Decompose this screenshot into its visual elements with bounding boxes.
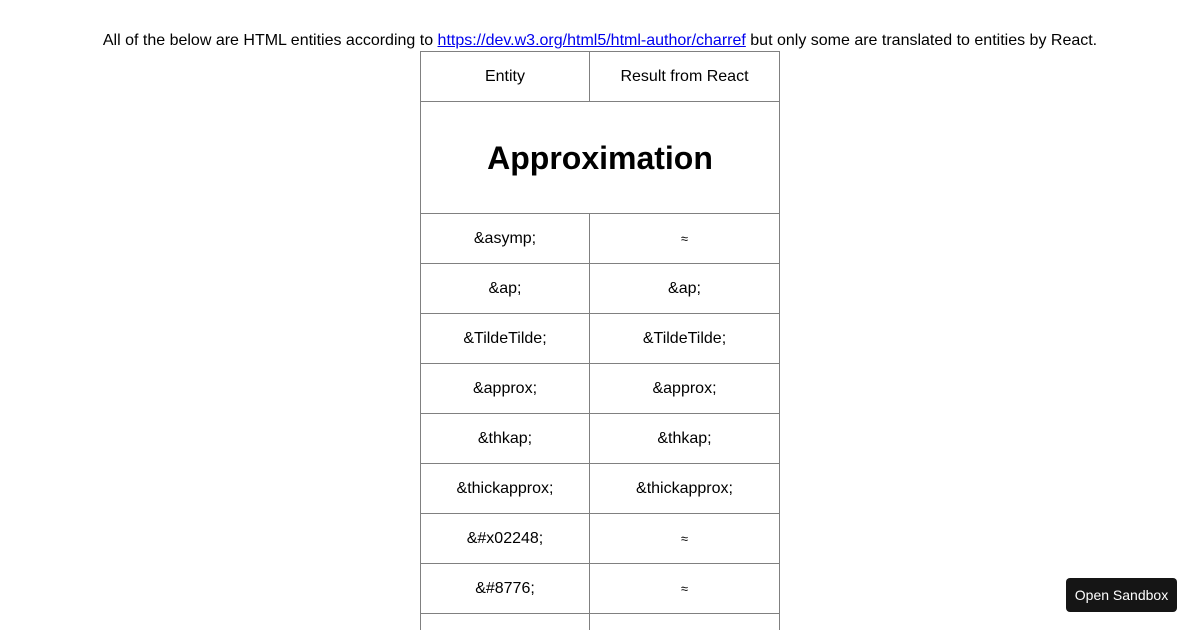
section-cell xyxy=(421,102,780,214)
charref-link[interactable]: https://dev.w3.org/html5/html-author/charref xyxy=(437,32,746,49)
result-cell: &thkap; xyxy=(590,414,780,464)
result-cell: ≈ xyxy=(590,214,780,264)
entities-table xyxy=(420,51,780,630)
result-cell xyxy=(590,614,780,630)
section-row xyxy=(421,102,780,214)
entity-cell: &#8776; xyxy=(421,564,590,614)
table-row xyxy=(421,364,780,414)
result-cell: ≈ xyxy=(590,564,780,614)
table-header-row xyxy=(421,52,780,102)
table-row xyxy=(421,314,780,364)
entity-cell: &thkap; xyxy=(421,414,590,464)
intro-text xyxy=(0,31,1200,51)
table-row xyxy=(421,264,780,314)
table-row xyxy=(421,414,780,464)
table-row xyxy=(421,214,780,264)
result-cell: &ap; xyxy=(590,264,780,314)
column-header-entity: Entity xyxy=(421,52,590,102)
entity-cell: &TildeTilde; xyxy=(421,314,590,364)
entity-cell xyxy=(421,614,590,630)
result-cell: ≈ xyxy=(590,514,780,564)
result-cell: &thickapprox; xyxy=(590,464,780,514)
table-row xyxy=(421,464,780,514)
entity-cell: &#x02248; xyxy=(421,514,590,564)
column-header-result: Result from React xyxy=(590,52,780,102)
entity-cell: &ap; xyxy=(421,264,590,314)
intro-text-after: but only some are translated to entities by React. xyxy=(745,32,1098,49)
table-row xyxy=(421,614,780,630)
open-sandbox-button[interactable]: Open Sandbox xyxy=(1066,578,1177,612)
table-row xyxy=(421,564,780,614)
table-row xyxy=(421,514,780,564)
section-title: Approximation xyxy=(487,139,713,176)
result-cell: &approx; xyxy=(590,364,780,414)
entity-cell: &thickapprox; xyxy=(421,464,590,514)
intro-text-before: All of the below are HTML entities according to xyxy=(102,32,438,49)
result-cell: &TildeTilde; xyxy=(590,314,780,364)
entity-cell: &approx; xyxy=(421,364,590,414)
entity-cell: &asymp; xyxy=(421,214,590,264)
